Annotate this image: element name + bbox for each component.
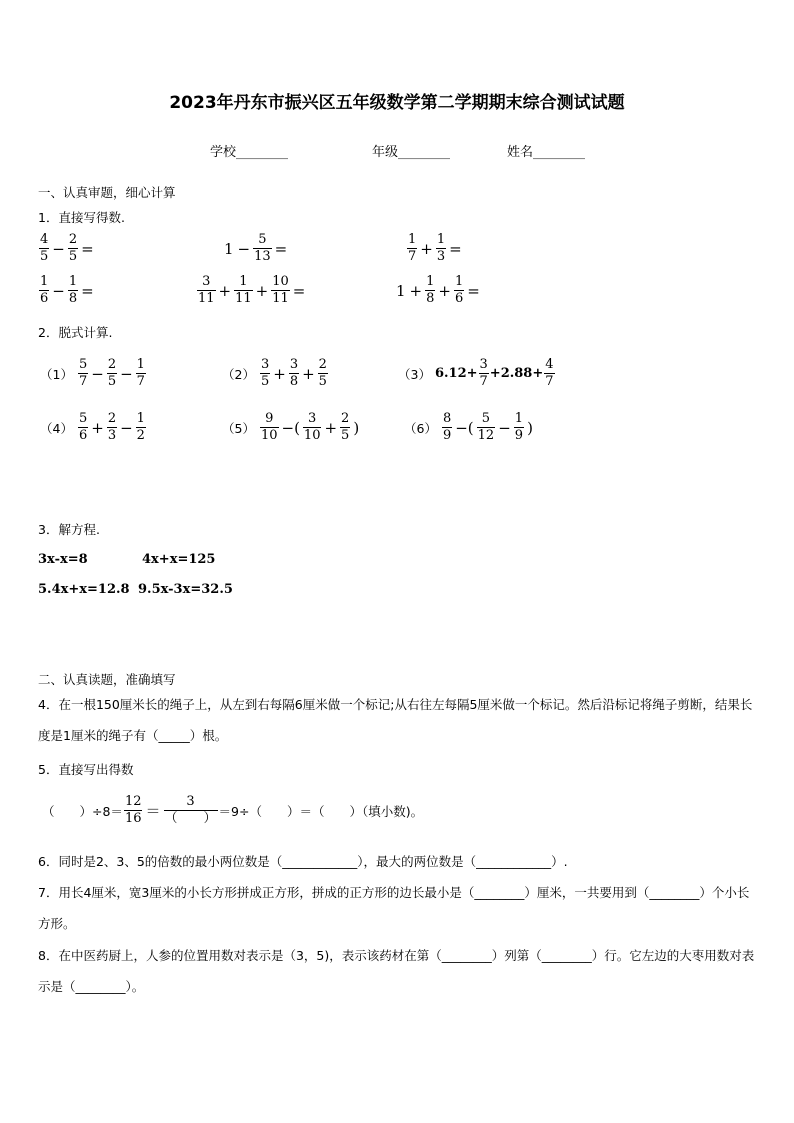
q1-item-c: $\frac{1}{7}$ + $\frac{1}{3}$ = (408, 232, 462, 264)
q2-item-3: （3） 6.12+ $\frac{3}{7}$ +2.88+ $\frac{4}{7}$ (398, 357, 554, 389)
fraction: $\frac{2}{5}$ (68, 232, 78, 264)
q2-item-6: （6） $\frac{8}{9}$ −( $\frac{5}{12}$ − $\frac{1}{9}$ ) (404, 411, 533, 443)
fraction: $\frac{5}{13}$ (254, 232, 271, 264)
fraction: $\frac{1}{3}$ (436, 232, 446, 264)
fraction: $\frac{1}{6}$ (40, 274, 49, 306)
q2-item-2: （2） $\frac{3}{5}$ + $\frac{3}{8}$ + $\frac{2}{5}$ (222, 357, 327, 389)
fraction: $\frac{1}{8}$ (68, 274, 78, 306)
fraction: $\frac{1}{2}$ (136, 411, 145, 443)
q1-item-d: $\frac{1}{6}$ − $\frac{1}{8}$ = (40, 274, 94, 306)
equation-3: 5.4x+x=12.8 (38, 582, 130, 597)
fraction: $\frac{1}{8}$ (426, 274, 435, 306)
q4-text: 4．在一根150厘米长的绳子上，从左到右每隔6厘米做一个标记;从右往左每隔5厘米做一个标记。然后沿标记将绳子剪断，结果长度是1厘米的绳子有（_____）根。 (38, 697, 753, 743)
fraction: $\frac{1}{7}$ (136, 357, 145, 389)
q1-item-a: $\frac{4}{5}$ − $\frac{2}{5}$ = (40, 232, 94, 264)
q1-item-b: 1 − $\frac{5}{13}$ = (224, 232, 288, 264)
q2-label: 2．脱式计算. (38, 325, 113, 340)
fraction: $\frac{12}{16}$ (124, 794, 142, 826)
q5-label: 5．直接写出得数 (38, 762, 134, 777)
section2-heading: 二、认真读题，准确填写 (38, 672, 176, 687)
fraction: $\frac{5}{12}$ (477, 411, 495, 443)
fraction: $\frac{3}{11}$ (198, 274, 215, 306)
q1-item-f: 1 + $\frac{1}{8}$ + $\frac{1}{6}$ = (396, 274, 480, 306)
fraction: $\frac{1}{11}$ (235, 274, 252, 306)
fraction: $\frac{1}{9}$ (514, 411, 524, 443)
fraction: $\frac{2}{5}$ (107, 357, 117, 389)
q1-item-e: $\frac{3}{11}$ + $\frac{1}{11}$ + $\frac{10}{11}$ = (198, 274, 306, 306)
grade-field: 年级________ (372, 145, 451, 160)
name-field: 姓名________ (507, 145, 586, 160)
fraction: $\frac{1}{7}$ (408, 232, 417, 264)
equation-2: 4x+x=125 (142, 552, 216, 567)
q3-label: 3．解方程. (38, 522, 100, 537)
q7-text: 7．用长4厘米，宽3厘米的小长方形拼成正方形，拼成的正方形的边长最小是（________）厘米，一共要用到（________）个小长方形。 (38, 885, 750, 931)
fraction: $\frac{10}{11}$ (272, 274, 289, 306)
equation-4: 9.5x-3x=32.5 (138, 582, 233, 597)
fraction: $\frac{5}{7}$ (78, 357, 88, 389)
fraction: $\frac{3}{( )}$ (164, 794, 217, 826)
fraction: $\frac{3}{10}$ (303, 411, 321, 443)
fraction: $\frac{2}{5}$ (341, 411, 350, 443)
page-title: 2023年丹东市振兴区五年级数学第二学期期末综合测试试题 (169, 93, 625, 113)
section1-heading: 一、认真审题，细心计算 (38, 185, 176, 200)
q5-expression: （ ）÷8＝ $\frac{12}{16}$ ＝ $\frac{3}{( )}$ ＝9÷（ ）＝（ ）（填小数)。 (42, 794, 424, 826)
q1-label: 1．直接写得数. (38, 210, 125, 225)
fraction: $\frac{4}{5}$ (40, 232, 49, 264)
q2-item-5: （5） $\frac{9}{10}$ −( $\frac{3}{10}$ + $\frac{2}{5}$ ) (222, 411, 360, 443)
fraction: $\frac{3}{5}$ (260, 357, 270, 389)
q2-item-1: （1） $\frac{5}{7}$ − $\frac{2}{5}$ − $\frac{1}{7}$ (40, 357, 145, 389)
fraction: $\frac{9}{10}$ (260, 411, 278, 443)
fraction: $\frac{1}{6}$ (454, 274, 464, 306)
fraction: $\frac{8}{9}$ (442, 411, 452, 443)
fraction: $\frac{4}{7}$ (545, 357, 554, 389)
fraction: $\frac{2}{3}$ (107, 411, 117, 443)
fraction: $\frac{3}{7}$ (479, 357, 488, 389)
fraction: $\frac{3}{8}$ (289, 357, 299, 389)
fraction: $\frac{5}{6}$ (78, 411, 88, 443)
q2-item-4: （4） $\frac{5}{6}$ + $\frac{2}{3}$ − $\frac{1}{2}$ (40, 411, 145, 443)
equation-1: 3x-x=8 (38, 552, 88, 567)
q6-text: 6．同时是2、3、5的倍数的最小两位数是（____________），最大的两位数是（____________）. (38, 854, 568, 869)
school-field: 学校________ (210, 145, 289, 160)
fraction: $\frac{2}{5}$ (318, 357, 327, 389)
q8-text: 8．在中医药厨上，人参的位置用数对表示是（3，5)，表示该药材在第（________）列第（________）行。它左边的大枣用数对表示是（________）。 (38, 948, 755, 994)
